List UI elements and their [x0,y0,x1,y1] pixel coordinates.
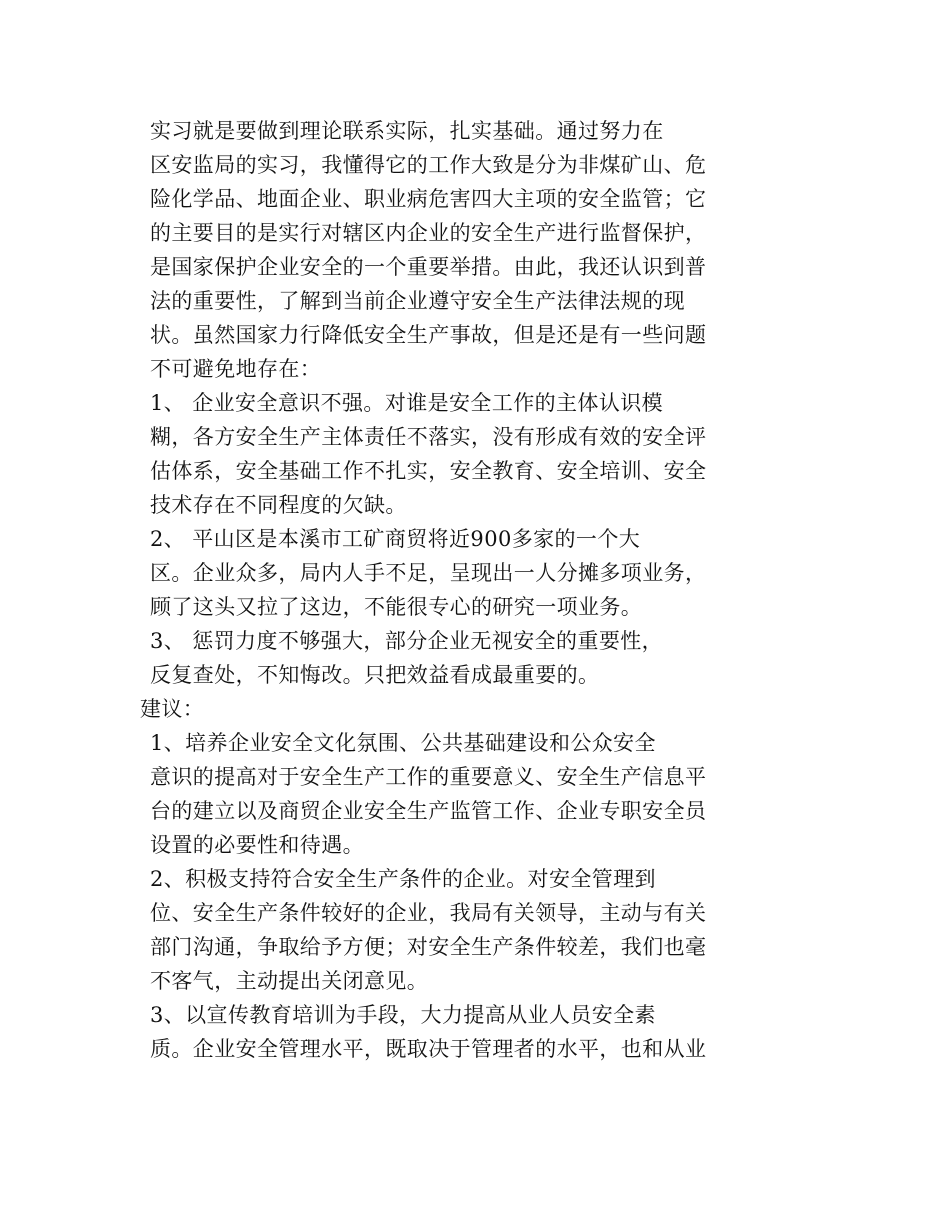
text-line: 糊，各方安全生产主体责任不落实，没有形成有效的安全评 [150,425,707,449]
text-line: 法的重要性，了解到当前企业遵守安全生产法律法规的现 [150,289,685,313]
text-line: 2、积极支持符合安全生产条件的企业。对安全管理到 [150,867,656,891]
text-line: 台的建立以及商贸企业安全生产监管工作、企业专职安全员 [150,799,707,823]
text-line: 质。企业安全管理水平，既取决于管理者的水平，也和从业 [150,1037,707,1061]
text-line: 状。虽然国家力行降低安全生产事故，但是还是有一些问题 [150,323,707,347]
text-line: 顾了这头又拉了这边，不能很专心的研究一项业务。 [150,595,643,619]
text-line: 不客气，主动提出关闭意见。 [150,969,429,993]
text-line: 是国家保护企业安全的一个重要举措。由此，我还认识到普 [150,255,707,279]
text-line: 险化学品、地面企业、职业病危害四大主项的安全监管；它 [150,187,707,211]
text-line: 1、 企业安全意识不强。对谁是安全工作的主体认识模 [150,391,664,415]
text-line: 不可避免地存在： [150,357,322,381]
text-line: 设置的必要性和待遇。 [150,833,364,857]
text-line: 意识的提高对于安全生产工作的重要意义、安全生产信息平 [150,765,707,789]
section-heading: 建议： [140,697,205,721]
text-line: 反复查处，不知悔改。只把效益看成最重要的。 [150,663,600,687]
text-line: 实习就是要做到理论联系实际，扎实基础。通过努力在 [150,119,664,143]
text-line: 3、以宣传教育培训为手段，大力提高从业人员安全素 [150,1003,656,1027]
text-line: 位、安全生产条件较好的企业，我局有关领导，主动与有关 [150,901,707,925]
text-line: 估体系，安全基础工作不扎实，安全教育、安全培训、安全 [150,459,707,483]
text-line: 的主要目的是实行对辖区内企业的安全生产进行监督保护， [150,221,707,245]
text-line: 区。企业众多，局内人手不足，呈现出一人分摊多项业务， [150,561,707,585]
text-line: 区安监局的实习，我懂得它的工作大致是分为非煤矿山、危 [150,153,707,177]
text-line: 1、培养企业安全文化氛围、公共基础建设和公众安全 [150,731,656,755]
text-line: 3、 惩罚力度不够强大，部分企业无视安全的重要性， [150,629,664,653]
text-line: 2、 平山区是本溪市工矿商贸将近900多家的一个大 [150,527,641,551]
text-line: 部门沟通，争取给予方便；对安全生产条件较差，我们也毫 [150,935,707,959]
text-line: 技术存在不同程度的欠缺。 [150,493,407,517]
